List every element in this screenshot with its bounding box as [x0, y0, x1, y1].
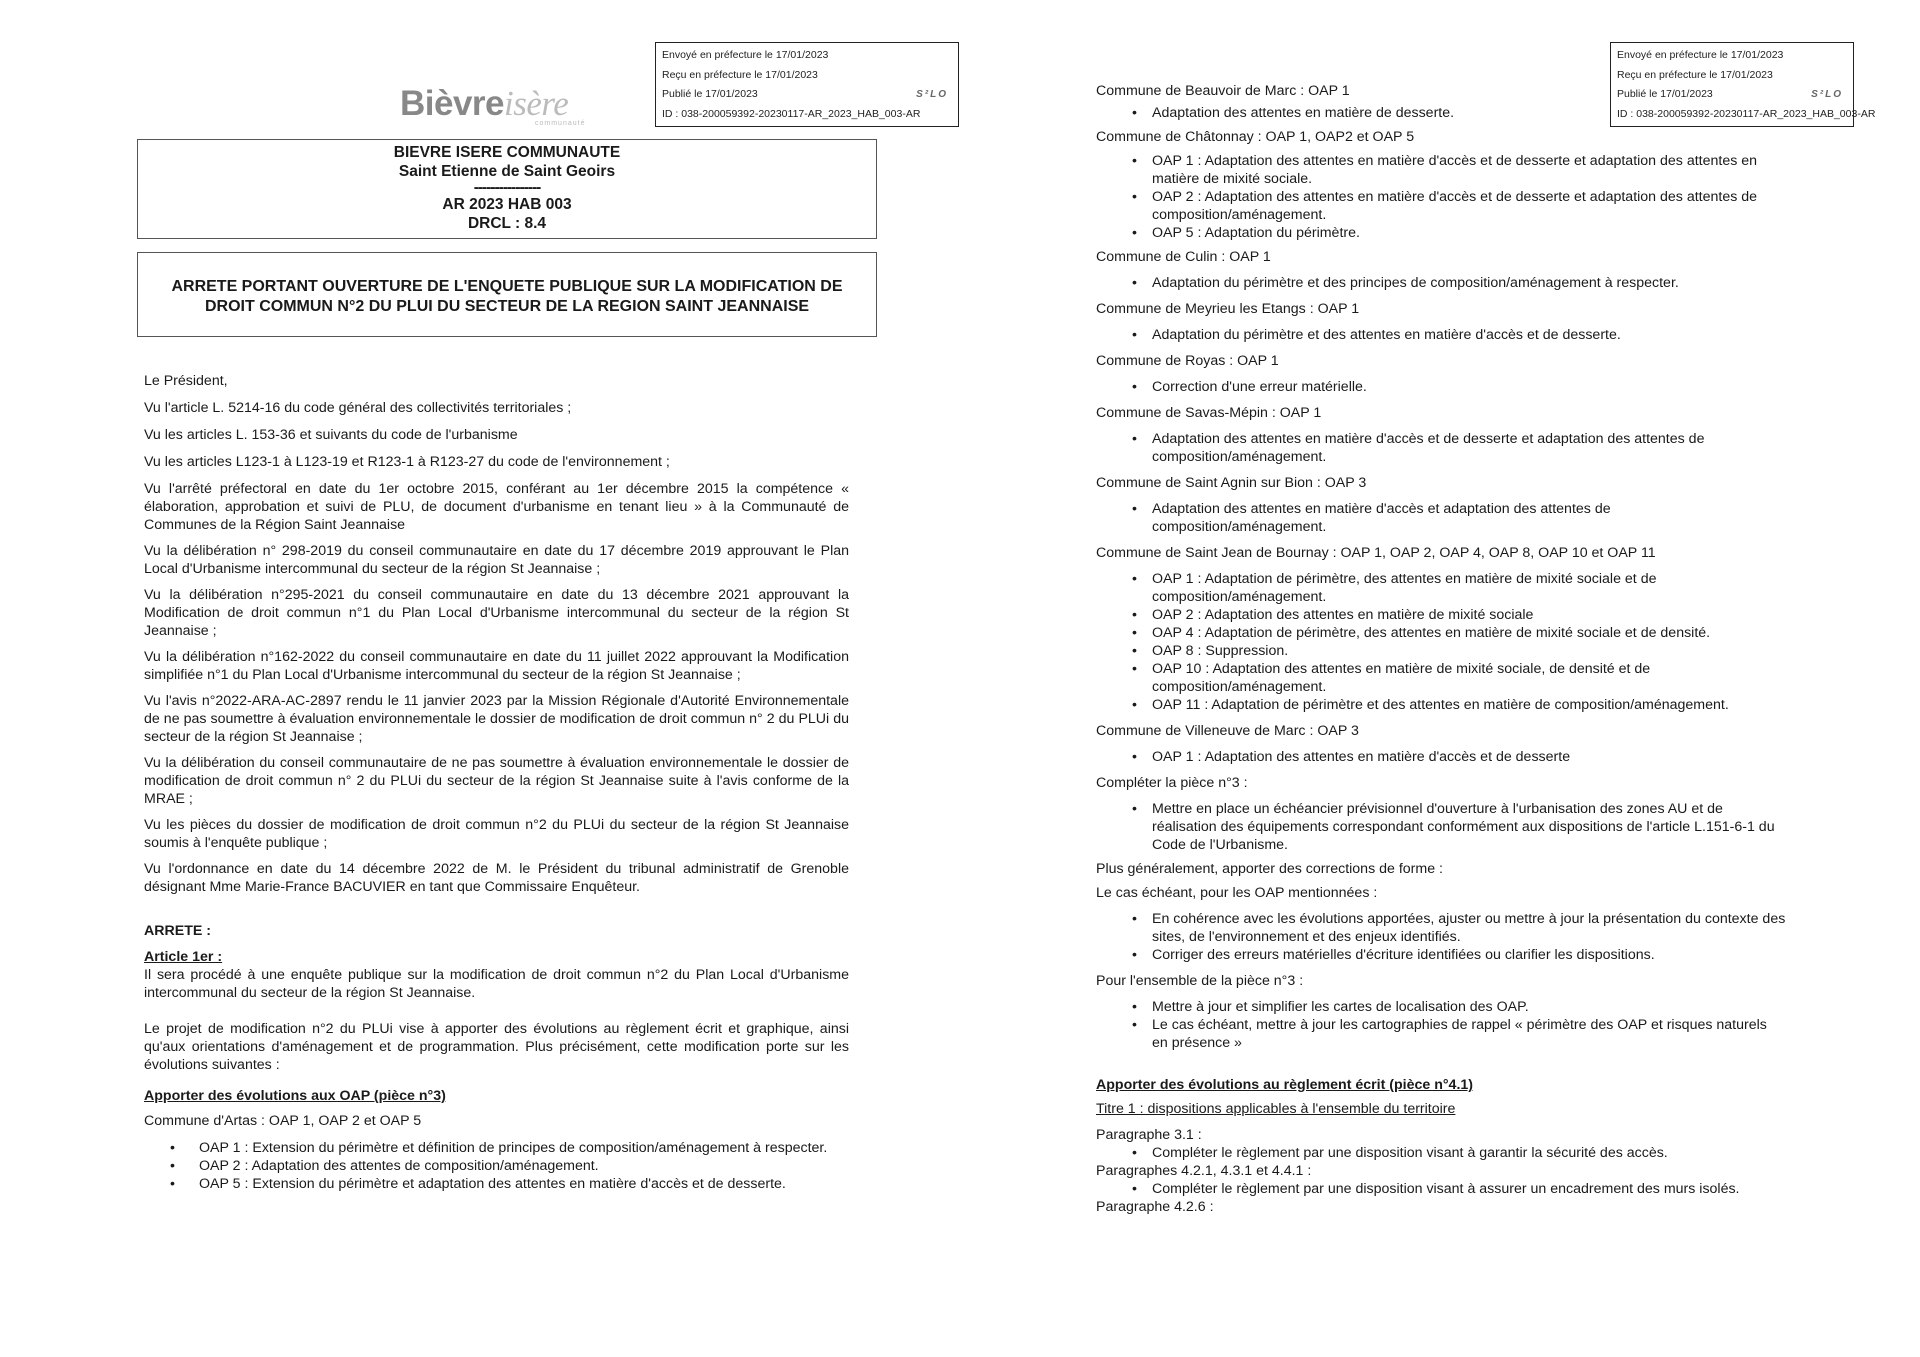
logo-subtitle: communauté — [535, 120, 586, 127]
list-item: • Compléter le règlement par une disposition visant à assurer un encadrement des murs isolés. — [1096, 1180, 1786, 1198]
list-item: • OAP 1 : Adaptation de périmètre, des attentes en matière de mixité sociale et de composition/aménagement. — [1096, 570, 1786, 606]
title-box: ARRETE PORTANT OUVERTURE DE L'ENQUETE PUBLIQUE SUR LA MODIFICATION DE DROIT COMMUN N°2 DU PLUI DU SECTEUR DE LA REGION SAINT JEANNAISE — [137, 252, 877, 337]
list-item: • OAP 1 : Adaptation des attentes en matière d'accès et de desserte et adaptation des attentes en matière de mixité sociale. — [1096, 152, 1786, 188]
slo-signature-icon: S²LO — [1811, 89, 1843, 100]
right-page — [960, 0, 1920, 1357]
list-item: • OAP 2 : Adaptation des attentes de composition/aménagement. — [144, 1157, 849, 1175]
prefecture-stamp: Envoyé en préfecture le 17/01/2023 Reçu en préfecture le 17/01/2023 Publié le 17/01/2023 S²LO ID : 038-200059392-20230117-AR_2023_HAB_003-AR — [655, 42, 959, 127]
list-item: • OAP 2 : Adaptation des attentes en matière d'accès et de desserte et adaptation des attentes de composition/aménagement. — [1096, 188, 1786, 224]
list-item: • OAP 5 : Extension du périmètre et adaptation des attentes en matière d'accès et de desserte. — [144, 1175, 849, 1193]
list-item: • Le cas échéant, mettre à jour les cartographies de rappel « périmètre des OAP et risques naturels en présence » — [1096, 1016, 1786, 1052]
list-item: • En cohérence avec les évolutions apportées, ajuster ou mettre à jour la présentation du contexte des sites, de l'environnement et des enjeux identifiés. — [1096, 910, 1786, 946]
list-item: • OAP 11 : Adaptation de périmètre et des attentes en matière de composition/aménagement. — [1096, 696, 1786, 714]
list-item: • Correction d'une erreur matérielle. — [1096, 378, 1786, 396]
oap-list: Commune de Beauvoir de Marc : OAP 1 • Adaptation des attentes en matière de desserte. Commune de Châtonnay : OAP 1, OAP2 et OAP 5 • OAP 1 : Adaptation des attentes en matière d'accès et de desserte et adaptation des attentes en matière de mixité sociale. • OAP 2 : Adaptation des attentes en matière d'accès et de desserte et adaptation des attentes de composition/aménagement. • OAP 5 : Adaptation du périmètre. Commune de Culin : OAP 1 • Adaptation du périmètre et des principes de composition/aménagement à respecter. Commune de Meyrieu les Etangs : OAP 1 • Adaptation du périmètre et des attentes en matière d'accès et de desserte. Commune de Royas : OAP 1 • Correction d'une erreur matérielle. Commune de Savas-Mépin : OAP 1 • Adaptation des attentes en matière d'accès et de desserte et adaptation des attentes de composition/aménagement. Commune de Saint Agnin sur Bion : OAP 3 • Adaptation des attentes en matière d'accès et adaptation des attentes de composition/aménagement. Commune de Saint Jean de Bournay : OAP 1, OAP 2, OAP 4, OAP 8, OAP 10 et OAP 11 • OAP 1 : Adaptation de périmètre, des attentes en matière de mixité sociale et de composition/aménagement. • OAP 2 : Adaptation des attentes en matière de mixité sociale • OAP 4 : Adaptation de périmètre, des attentes en matière de mixité sociale et de densité. • OAP 8 : Suppression. • OAP 10 : Adaptation des attentes en matière de mixité sociale, de densité et de composition/aménagement. • OAP 11 : Adaptation de périmètre et des attentes en matière de composition/aménagement. Commune de Villeneuve de Marc : OAP 3 • OAP 1 : Adaptation des attentes en matière d'accès et de desserte Compléter la pièce n°3 : • Mettre en place un échéancier prévisionnel d'ouverture à l'urbanisation des zones AU et de réalisation des équipements correspondant conformément aux dispositions de l'article L.151-6-1 du Code de l'Urbanisme. Plus généralement, apporter des corrections de forme : Le cas échéant, pour les OAP mentionnées : • En cohérence avec les évolutions apportées, ajuster ou mettre à jour la présentation du contexte des sites, de l'environnement et des enjeux identifiés. • Corriger des erreurs matérielles d'écriture identifiées ou clarifier les dispositions. Pour l'ensemble de la pièce n°3 : • Mettre à jour et simplifier les cartes de localisation des OAP. • Le cas échéant, mettre à jour les cartographies de rappel « périmètre des OAP et risques naturels en présence » Apporter des évolutions au règlement écrit (pièce n°4.1) Titre 1 : dispositions applicables à l'ensemble du territoire Paragraphe 3.1 : • Compléter le règlement par une disposition visant à garantir la sécurité des accès. Paragraphes 4.2.1, 4.3.1 et 4.4.1 : • Compléter le règlement par une disposition visant à assurer un encadrement des murs isolés. Paragraphe 4.2.6 : — [1096, 82, 1786, 1216]
list-item: • Corriger des erreurs matérielles d'écriture identifiées ou clarifier les dispositions. — [1096, 946, 1786, 964]
header-box: BIEVRE ISERE COMMUNAUTE Saint Etienne de Saint Geoirs ---------------- AR 2023 HAB 003 DRCL : 8.4 — [137, 139, 877, 239]
slo-signature-icon: S²LO — [916, 89, 948, 100]
list-item: • OAP 5 : Adaptation du périmètre. — [1096, 224, 1786, 242]
list-item: • OAP 4 : Adaptation de périmètre, des attentes en matière de mixité sociale et de densité. — [1096, 624, 1786, 642]
list-item: • Adaptation du périmètre et des principes de composition/aménagement à respecter. — [1096, 274, 1786, 292]
list-item: • Adaptation des attentes en matière d'accès et de desserte et adaptation des attentes de composition/aménagement. — [1096, 430, 1786, 466]
list-item: • OAP 1 : Extension du périmètre et définition de principes de composition/aménagement à respecter. — [144, 1139, 849, 1157]
list-item: • Mettre en place un échéancier prévisionnel d'ouverture à l'urbanisation des zones AU et de réalisation des équipements correspondant conformément aux dispositions de l'article L.151-6-1 du Code de l'Urbanisme. — [1096, 800, 1786, 854]
list-item: • OAP 2 : Adaptation des attentes en matière de mixité sociale — [1096, 606, 1786, 624]
list-item: • OAP 10 : Adaptation des attentes en matière de mixité sociale, de densité et de composition/aménagement. — [1096, 660, 1786, 696]
list-item: • Mettre à jour et simplifier les cartes de localisation des OAP. — [1096, 998, 1786, 1016]
list-item: • Compléter le règlement par une disposition visant à garantir la sécurité des accès. — [1096, 1144, 1786, 1162]
list-item: • Adaptation des attentes en matière d'accès et adaptation des attentes de composition/aménagement. — [1096, 500, 1786, 536]
list-item: • OAP 8 : Suppression. — [1096, 642, 1786, 660]
list-item: • Adaptation du périmètre et des attentes en matière d'accès et de desserte. — [1096, 326, 1786, 344]
preamble: Le Président, Vu l'article L. 5214-16 du code général des collectivités territoriales ; Vu les articles L. 153-36 et suivants du code de l'urbanisme Vu les articles L123-1 à L123-19 et R123-1 à R123-27 du code de l'environnement ; Vu l'arrêté préfectoral en date du 1er octobre 2015, conférant au 1er décembre 2015 la compétence « élaboration, approbation et suivi de PLU, de document d'urbanisme en tenant lieu » à la Communauté de Communes de la Région Saint Jeannaise Vu la délibération n° 298-2019 du conseil communautaire en date du 17 décembre 2019 approuvant le Plan Local d'Urbanisme intercommunal du secteur de la région St Jeannaise ; Vu la délibération n°295-2021 du conseil communautaire en date du 13 décembre 2021 approuvant la Modification de droit commun n°1 du Plan Local d'Urbanisme intercommunal du secteur de la région St Jeannaise ; Vu la délibération n°162-2022 du conseil communautaire en date du 11 juillet 2022 approuvant la Modification simplifiée n°1 du Plan Local d'Urbanisme intercommunal du secteur de la région St Jeannaise ; Vu l'avis n°2022-ARA-AC-2897 rendu le 11 janvier 2023 par la Mission Régionale d'Autorité Environnementale de ne pas soumettre à évaluation environnementale le dossier de modification de droit commun n° 2 du PLUi du secteur de la région St Jeannaise ; Vu la délibération du conseil communautaire de ne pas soumettre à évaluation environnementale le dossier de modification de droit commun n° 2 du PLUi du secteur de la région St Jeannaise suite à l'avis conforme de la MRAE ; Vu les pièces du dossier de modification de droit commun n°2 du PLUi du secteur de la région St Jeannaise soumis à l'enquête publique ; Vu l'ordonnance en date du 14 décembre 2022 de M. le Président du tribunal administratif de Grenoble désignant Mme Marie-France BACUVIER en tant que Commissaire Enquêteur. ARRETE : Article 1er : Il sera procédé à une enquête publique sur la modification de droit commun n°2 du Plan Local d'Urbanisme intercommunal du secteur de la région St Jeannaise. Le projet de modification n°2 du PLUi vise à apporter des évolutions au règlement écrit et graphique, ainsi qu'aux orientations d'aménagement et de programmation. Plus précisément, cette modification porte sur les évolutions suivantes : Apporter des évolutions aux OAP (pièce n°3) Commune d'Artas : OAP 1, OAP 2 et OAP 5 • OAP 1 : Extension du périmètre et définition de principes de composition/aménagement à respecter. • OAP 2 : Adaptation des attentes de composition/aménagement. • OAP 5 : Extension du périmètre et adaptation des attentes en matière d'accès et de desserte. — [144, 372, 849, 1193]
bievre-isere-logo: Bièvreisère — [400, 84, 569, 123]
list-item: • OAP 1 : Adaptation des attentes en matière d'accès et de desserte — [1096, 748, 1786, 766]
list-item: • Adaptation des attentes en matière de desserte. — [1096, 104, 1786, 122]
prefecture-stamp: Envoyé en préfecture le 17/01/2023 Reçu en préfecture le 17/01/2023 Publié le 17/01/2023 S²LO ID : 038-200059392-20230117-AR_2023_HAB_003-AR — [1610, 42, 1854, 127]
